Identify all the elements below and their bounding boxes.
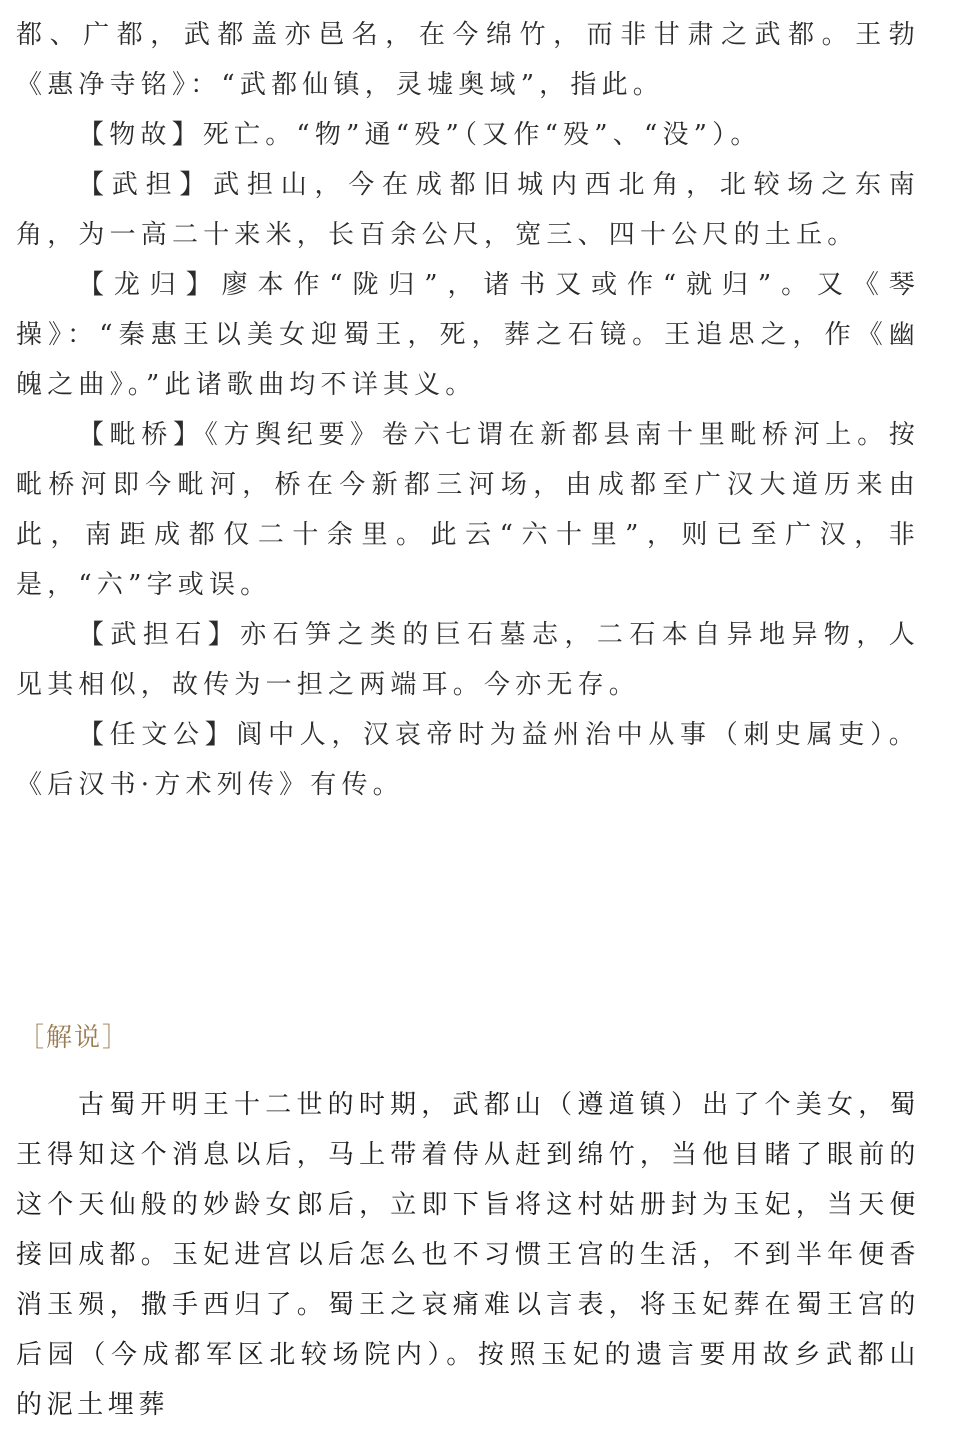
note-entry-wugu: 【物故】死亡。“物”通“殁”（又作“殁”、“没”）。 bbox=[78, 120, 762, 150]
annotation-notes bbox=[16, 10, 920, 810]
note-continuation: 都、广都，武都盖亦邑名，在今绵竹，而非甘肃之武都。王勃《惠净寺铭》：“武都仙镇，灵墟奥域”，指此。 bbox=[16, 20, 920, 100]
explanation-paragraph: 古蜀开明王十二世的时期，武都山（遵道镇）出了个美女，蜀王得知这个消息以后，马上带着侍从赶到绵竹，当他目睹了眼前的这个天仙般的妙龄女郎后，立即下旨将这村姑册封为玉妃，当天便接回成都。玉妃进宫以后怎么也不习惯王宫的生活，不到半年便香消玉殒，撒手西归了。蜀王之哀痛难以言表，将玉妃葬在蜀王宫的后园（今成都军区北较场院内）。按照玉妃的遗言要用故乡武都山的泥土埋葬 bbox=[16, 1090, 920, 1420]
note-entry-wudanshi: 【武担石】亦石笋之类的巨石墓志，二石本自异地异物，人见其相似，故传为一担之两端耳。今亦无存。 bbox=[16, 620, 920, 700]
explanation-body bbox=[16, 1080, 920, 1430]
note-entry-longgui: 【龙归】廖本作“陇归”，诸书又或作“就归”。又《琴操》：“秦惠王以美女迎蜀王，死，葬之石镜。王追思之，作《幽魄之曲》。”此诸歌曲均不详其义。 bbox=[16, 270, 920, 400]
note-entry-piqiao: 【毗桥】《方舆纪要》卷六七谓在新都县南十里毗桥河上。按毗桥河即今毗河，桥在今新都三河场，由成都至广汉大道历来由此，南距成都仅二十余里。此云“六十里”，则已至广汉，非是，“六”字或误。 bbox=[16, 420, 920, 600]
explanation-heading: ［解说］ bbox=[18, 1023, 131, 1053]
note-entry-wudan: 【武担】武担山，今在成都旧城内西北角，北较场之东南角，为一高二十来米，长百余公尺，宽三、四十公尺的土丘。 bbox=[16, 170, 920, 250]
note-entry-renwengong: 【任文公】阆中人，汉哀帝时为益州治中从事（刺史属吏）。《后汉书·方术列传》有传。 bbox=[16, 720, 920, 800]
